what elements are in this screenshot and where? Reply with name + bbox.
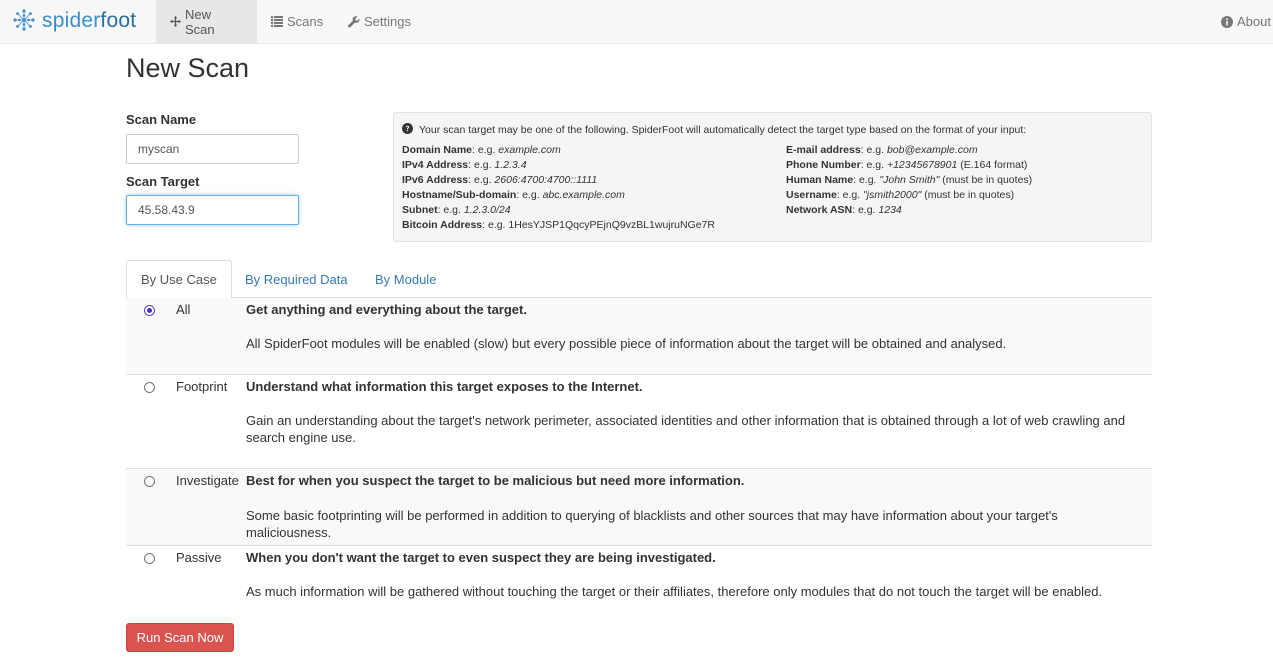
use-case-footprint-radio[interactable] — [144, 382, 155, 393]
target-types-info-box — [393, 112, 1152, 242]
list-icon — [271, 16, 283, 27]
use-case-description: Gain an understanding about the target's network perimeter, associated identities and other information that is obtained through a lot of web crawling and search engine use. — [246, 413, 1126, 445]
info-row-bitcoin: Bitcoin Address: e.g. 1HesYJSP1QqcyPEjnQ9vzBL1wujruNGe7R — [402, 219, 715, 231]
use-case-description: As much information will be gathered without touching the target or their affiliates, therefore only modules that do not touch the target will be enabled. — [246, 584, 1103, 599]
info-row-domain: Domain Name: e.g. example.com — [402, 144, 561, 156]
scan-target-input[interactable] — [126, 195, 299, 225]
info-row-username: Username: e.g. "jsmith2000" (must be in quotes) — [786, 189, 1015, 201]
use-case-name: Investigate — [176, 473, 239, 488]
use-case-all-radio[interactable] — [144, 305, 155, 316]
nav-about-label: About — [1237, 14, 1271, 29]
tab-by-required-data[interactable]: By Required Data — [245, 271, 348, 287]
info-row-email: E-mail address: e.g. bob@example.com — [786, 144, 978, 156]
use-case-row-all — [126, 298, 1152, 375]
tab-by-module[interactable]: By Module — [375, 271, 437, 287]
nav-settings-label: Settings — [364, 14, 411, 29]
brand-name: spiderfoot — [42, 9, 137, 32]
use-case-row-footprint — [126, 374, 1152, 469]
tab-by-use-case[interactable]: By Use Case — [126, 260, 232, 299]
info-intro-text: Your scan target may be one of the following. SpiderFoot will automatically detect the target type based on the format of your input: — [419, 124, 1027, 136]
use-case-passive-radio[interactable] — [144, 553, 155, 564]
scan-name-input[interactable] — [126, 134, 299, 164]
nav-new-scan[interactable] — [156, 0, 257, 43]
use-case-investigate-radio[interactable] — [144, 476, 155, 487]
use-case-heading: When you don't want the target to even suspect they are being investigated. — [246, 550, 716, 565]
question-circle-icon — [402, 123, 413, 137]
scan-target-label: Scan Target — [126, 174, 200, 189]
info-row-ipv4: IPv4 Address: e.g. 1.2.3.4 — [402, 159, 527, 171]
target-types-right-column — [786, 143, 1032, 218]
info-row-phone: Phone Number: e.g. +12345678901 (E.164 format) — [786, 159, 1028, 171]
use-case-heading: Best for when you suspect the target to be malicious but need more information. — [246, 473, 745, 488]
use-case-name: Footprint — [176, 379, 228, 394]
target-types-left-column — [402, 143, 715, 233]
scan-config-tabs — [126, 260, 1152, 298]
info-row-human-name: Human Name: e.g. "John Smith" (must be in quotes) — [786, 174, 1033, 186]
use-case-description: All SpiderFoot modules will be enabled (slow) but every possible piece of information about the target will be obtained and analysed. — [246, 336, 1007, 351]
use-case-row-passive — [126, 545, 1152, 613]
wrench-icon — [348, 16, 360, 28]
scan-name-label: Scan Name — [126, 112, 197, 127]
nav-new-scan-label: New Scan — [185, 6, 215, 37]
top-navbar — [0, 0, 1273, 44]
info-intro — [402, 123, 1026, 137]
use-case-heading: Get anything and everything about the target. — [246, 302, 527, 317]
brand-logo[interactable] — [12, 8, 136, 34]
use-case-name: All — [176, 302, 191, 317]
nav-scans[interactable] — [257, 0, 337, 43]
info-row-asn: Network ASN: e.g. 1234 — [786, 204, 902, 216]
nav-scans-label: Scans — [287, 14, 324, 29]
use-case-row-investigate — [126, 468, 1152, 546]
move-arrows-icon — [170, 16, 181, 27]
use-case-name: Passive — [176, 550, 222, 565]
spiderfoot-logo-icon — [12, 8, 36, 35]
nav-about[interactable] — [1207, 0, 1273, 43]
nav-settings[interactable] — [334, 0, 425, 43]
run-scan-button[interactable]: Run Scan Now — [126, 623, 234, 652]
info-row-ipv6: IPv6 Address: e.g. 2606:4700:4700::1111 — [402, 174, 598, 186]
use-case-heading: Understand what information this target exposes to the Internet. — [246, 379, 643, 394]
info-row-hostname: Hostname/Sub-domain: e.g. abc.example.com — [402, 189, 625, 201]
page-title: New Scan — [126, 53, 250, 83]
info-circle-icon — [1221, 16, 1233, 28]
info-row-subnet: Subnet: e.g. 1.2.3.0/24 — [402, 204, 511, 216]
use-case-description: Some basic footprinting will be performed in addition to querying of blacklists and other sources that may have information about your target's maliciousness. — [246, 508, 1058, 540]
